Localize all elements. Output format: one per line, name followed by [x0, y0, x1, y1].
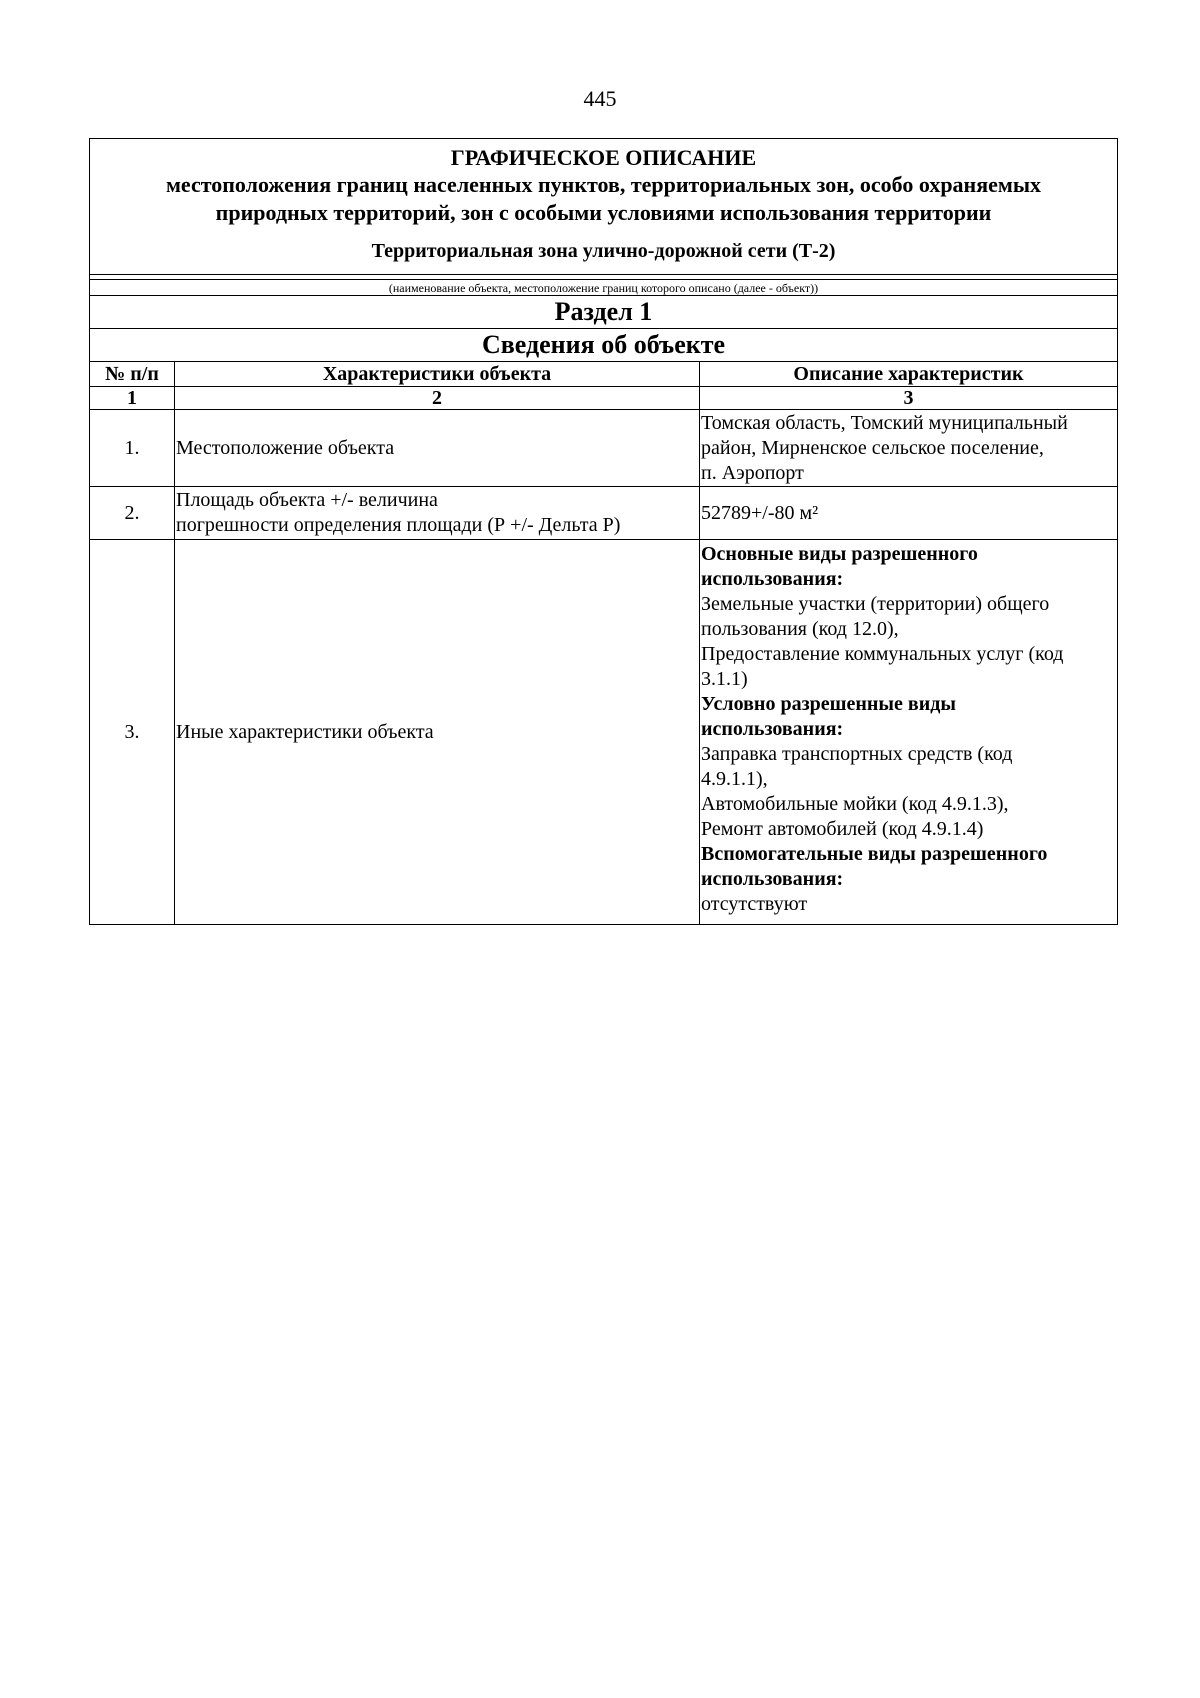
row-label-line: Иные характеристики объекта	[176, 720, 434, 743]
row-value-line: пользования (код 12.0),	[701, 618, 899, 640]
row-value-line: район, Мирненское сельское поселение,	[701, 436, 1044, 459]
row-value-line: Основные виды разрешенного	[701, 543, 978, 565]
document-subtitle-line-2: природных территорий, зон с особыми условиями использования территории	[215, 200, 992, 225]
column-header-number: № п/п	[90, 362, 175, 387]
table-row	[90, 487, 1118, 540]
row-value-line: Вспомогательные виды разрешенного	[701, 843, 1048, 865]
row-value-line: Заправка транспортных средств (код	[701, 743, 1013, 765]
column-header-description: Описание характеристик	[700, 362, 1118, 387]
row-value-line: 52789+/-80 м²	[701, 501, 819, 524]
document-subtitle-line-1: местоположения границ населенных пунктов, территориальных зон, особо охраняемых	[165, 172, 1042, 197]
row-value-line: использования:	[701, 718, 844, 740]
section-title: Раздел 1	[90, 296, 1118, 329]
row-label-line: Площадь объекта +/- величина	[176, 489, 438, 511]
graphic-description-table	[89, 138, 1118, 925]
row-value-line: п. Аэропорт	[701, 461, 804, 484]
document-title: ГРАФИЧЕСКОЕ ОПИСАНИЕ	[450, 145, 757, 170]
row-value-line: Ремонт автомобилей (код 4.9.1.4)	[701, 818, 984, 840]
row-number: 2.	[90, 487, 175, 540]
document-header	[90, 139, 1118, 275]
column-number-2: 2	[175, 387, 700, 410]
row-value-line: Томская область, Томский муниципальный	[701, 411, 1068, 434]
page-number: 445	[583, 86, 617, 111]
section-subtitle: Сведения об объекте	[90, 329, 1118, 362]
object-name: Территориальная зона улично-дорожной сети (Т-2)	[371, 240, 836, 262]
row-value	[700, 540, 1118, 925]
row-value	[700, 487, 1118, 540]
row-value	[700, 410, 1118, 487]
table-row	[90, 540, 1118, 925]
row-value-line: использования:	[701, 568, 844, 590]
row-label	[175, 410, 700, 487]
object-caption: (наименование объекта, местоположение границ которого описано (далее - объект))	[90, 280, 1118, 296]
row-label	[175, 540, 700, 925]
row-value-line: 3.1.1)	[701, 668, 748, 690]
column-header-characteristics: Характеристики объекта	[175, 362, 700, 387]
row-value-line: Условно разрешенные виды	[701, 693, 956, 715]
column-number-3: 3	[700, 387, 1118, 410]
table-row	[90, 410, 1118, 487]
row-value-line: Автомобильные мойки (код 4.9.1.3),	[701, 793, 1009, 815]
row-value-line: Предоставление коммунальных услуг (код	[701, 643, 1064, 665]
row-label-line: Местоположение объекта	[176, 436, 395, 459]
row-label	[175, 487, 700, 540]
row-number: 3.	[90, 540, 175, 925]
row-number: 1.	[90, 410, 175, 487]
row-label-line: погрешности определения площади (Р +/- Дельта Р)	[176, 514, 621, 536]
row-value-line: Земельные участки (территории) общего	[701, 593, 1050, 615]
column-number-1: 1	[90, 387, 175, 410]
row-value-line: 4.9.1.1),	[701, 768, 768, 790]
row-value-line: отсутствуют	[701, 893, 808, 915]
row-value-line: использования:	[701, 868, 844, 890]
